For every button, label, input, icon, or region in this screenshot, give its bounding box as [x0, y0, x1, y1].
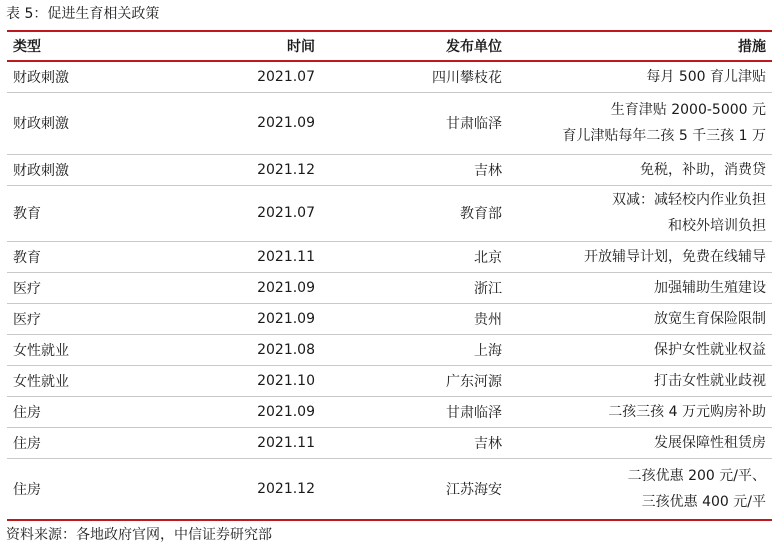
- cell-unit: 贵州: [321, 303, 508, 334]
- cell-type: 财政刺激: [7, 154, 134, 185]
- measure-line: 免税，补助，消费贷: [640, 161, 766, 178]
- cell-measure: [508, 334, 772, 365]
- cell-unit: 吉林: [321, 427, 508, 458]
- cell-type: 住房: [7, 458, 134, 520]
- cell-type: 住房: [7, 396, 134, 427]
- measure-line: 育儿津贴每年二孩 5 千三孩 1 万: [562, 128, 766, 144]
- cell-measure: [508, 61, 772, 92]
- cell-type: 医疗: [7, 303, 134, 334]
- table-row: [7, 427, 772, 458]
- cell-type: 教育: [7, 185, 134, 241]
- measure-line: 三孩优惠 400 元/平: [641, 493, 766, 510]
- policy-table: [7, 32, 772, 521]
- measure-line: 双减：减轻校内作业负担: [612, 192, 766, 208]
- cell-unit: 北京: [321, 241, 508, 272]
- cell-measure: [508, 92, 772, 154]
- cell-time: 2021.12: [134, 458, 321, 520]
- cell-measure: [508, 427, 772, 458]
- table-row: [7, 334, 772, 365]
- cell-time: 2021.09: [134, 272, 321, 303]
- table-body: [7, 61, 772, 520]
- header-type: 类型: [7, 32, 134, 61]
- cell-unit: 江苏海安: [321, 458, 508, 520]
- cell-unit: 吉林: [321, 154, 508, 185]
- measure-line: 打击女性就业歧视: [654, 372, 766, 389]
- measure-line: 每月 500 育儿津贴: [646, 68, 766, 85]
- table-row: [7, 303, 772, 334]
- measure-line: 二孩优惠 200 元/平、: [627, 467, 766, 484]
- measure-line: 和校外培训负担: [668, 218, 766, 234]
- cell-measure: [508, 272, 772, 303]
- cell-unit: 教育部: [321, 185, 508, 241]
- header-measure: 措施: [508, 32, 772, 61]
- cell-time: 2021.11: [134, 241, 321, 272]
- cell-type: 财政刺激: [7, 61, 134, 92]
- cell-measure: [508, 154, 772, 185]
- cell-time: 2021.08: [134, 334, 321, 365]
- table-row: [7, 272, 772, 303]
- cell-type: 女性就业: [7, 365, 134, 396]
- table-row: [7, 61, 772, 92]
- header-time: 时间: [134, 32, 321, 61]
- cell-type: 女性就业: [7, 334, 134, 365]
- cell-time: 2021.09: [134, 303, 321, 334]
- cell-time: 2021.11: [134, 427, 321, 458]
- table-row: [7, 458, 772, 520]
- cell-measure: [508, 241, 772, 272]
- measure-line: 生育津贴 2000-5000 元: [610, 102, 766, 118]
- source-note: 资料来源：各地政府官网，中信证券研究部: [6, 527, 272, 543]
- cell-time: 2021.07: [134, 185, 321, 241]
- table-row: [7, 154, 772, 185]
- cell-measure: [508, 185, 772, 241]
- header-unit: 发布单位: [321, 32, 508, 61]
- cell-time: 2021.10: [134, 365, 321, 396]
- cell-time: 2021.12: [134, 154, 321, 185]
- cell-type: 教育: [7, 241, 134, 272]
- cell-time: 2021.07: [134, 61, 321, 92]
- table-row: [7, 241, 772, 272]
- cell-type: 财政刺激: [7, 92, 134, 154]
- table-row: [7, 185, 772, 241]
- table-row: [7, 92, 772, 154]
- cell-unit: 广东河源: [321, 365, 508, 396]
- cell-unit: 上海: [321, 334, 508, 365]
- cell-unit: 甘肃临泽: [321, 396, 508, 427]
- measure-line: 发展保障性租赁房: [654, 434, 766, 451]
- measure-line: 保护女性就业权益: [654, 341, 766, 358]
- cell-measure: [508, 303, 772, 334]
- cell-unit: 浙江: [321, 272, 508, 303]
- table-row: [7, 365, 772, 396]
- measure-line: 放宽生育保险限制: [654, 310, 766, 327]
- cell-measure: [508, 396, 772, 427]
- cell-time: 2021.09: [134, 396, 321, 427]
- measure-line: 开放辅导计划，免费在线辅导: [584, 248, 766, 265]
- cell-unit: 甘肃临泽: [321, 92, 508, 154]
- table-caption: 表 5：促进生育相关政策: [6, 6, 160, 22]
- cell-time: 2021.09: [134, 92, 321, 154]
- cell-measure: [508, 458, 772, 520]
- cell-type: 住房: [7, 427, 134, 458]
- cell-measure: [508, 365, 772, 396]
- cell-unit: 四川攀枝花: [321, 61, 508, 92]
- measure-line: 二孩三孩 4 万元购房补助: [608, 403, 766, 420]
- measure-line: 加强辅助生殖建设: [654, 279, 766, 296]
- table-row: [7, 396, 772, 427]
- cell-type: 医疗: [7, 272, 134, 303]
- table-header-row: [7, 32, 772, 61]
